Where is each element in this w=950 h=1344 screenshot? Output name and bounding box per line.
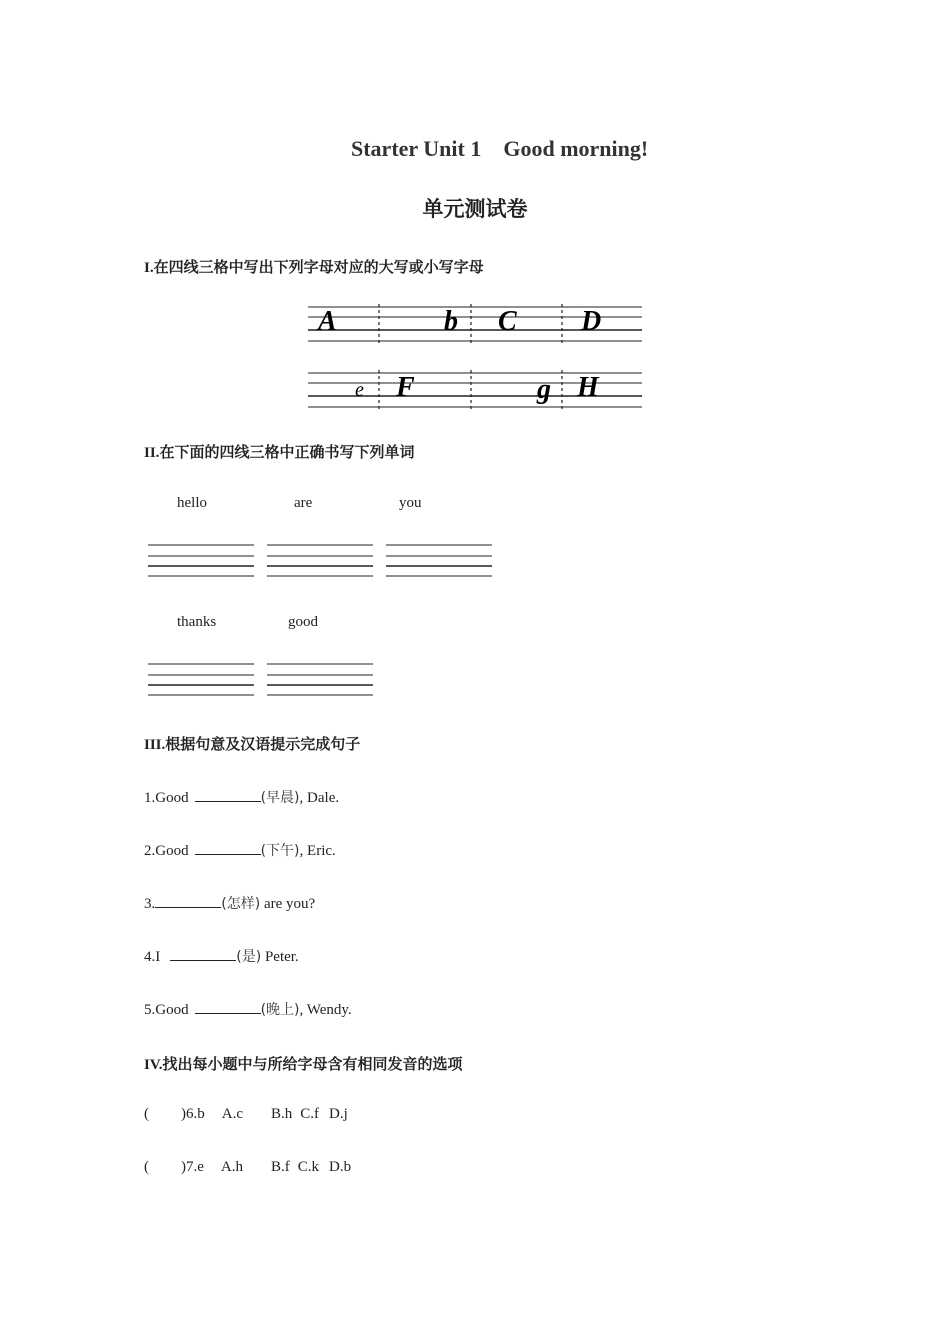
option-c: C.f <box>300 1106 320 1122</box>
option-c: C.k <box>297 1159 320 1175</box>
page-subtitle: 单元测试卷 <box>422 197 528 221</box>
sentence-4 <box>144 946 299 966</box>
section-3-heading <box>144 733 360 754</box>
option-d: D.j <box>329 1106 348 1122</box>
option-b: B.f <box>271 1159 290 1175</box>
section-2-heading <box>144 441 414 462</box>
sentence-prefix: 3. <box>144 896 156 912</box>
sentence-prefix: 5.Good <box>144 1002 189 1018</box>
section-2-number: II. <box>144 445 160 461</box>
answer-paren-open[interactable]: ( <box>144 1159 149 1175</box>
question-item: 7.e <box>186 1159 204 1175</box>
letter-A: A <box>318 306 337 337</box>
section-4-heading <box>144 1053 463 1074</box>
writing-grid-hello <box>148 542 254 580</box>
sentence-suffix: are you? <box>260 896 316 912</box>
sentence-prefix: 2.Good <box>144 843 189 859</box>
letter-C: C <box>498 306 517 337</box>
section-2-text: 在下面的四线三格中正确书写下列单词 <box>159 443 415 461</box>
section-1-text: 在四线三格中写出下列字母对应的大写或小写字母 <box>153 258 484 276</box>
unit-title: Starter Unit 1 <box>351 136 482 161</box>
option-d: D.b <box>329 1159 352 1175</box>
letter-grid-row-1 <box>308 304 644 344</box>
page-title <box>351 136 648 162</box>
section-4-number: IV. <box>144 1057 163 1073</box>
letter-H: H <box>577 372 599 403</box>
answer-blank[interactable] <box>155 895 221 908</box>
section-3-text: 根据句意及汉语提示完成句子 <box>165 735 361 753</box>
letter-F: F <box>396 372 415 403</box>
lesson-title: Good morning! <box>503 136 649 161</box>
sentence-suffix: , Eric. <box>299 843 336 859</box>
answer-paren-open[interactable]: ( <box>144 1106 149 1122</box>
chinese-hint: (早晨) <box>260 790 300 806</box>
option-a: A.c <box>221 1106 243 1122</box>
word-you: you <box>399 495 422 511</box>
answer-blank[interactable] <box>170 948 236 961</box>
section-1-number: I. <box>144 260 154 276</box>
letter-e: e <box>355 379 364 401</box>
letter-b: b <box>444 306 458 337</box>
sentence-suffix: Peter. <box>261 949 299 965</box>
option-a: A.h <box>220 1159 244 1175</box>
question-item: 6.b <box>186 1106 205 1122</box>
writing-grid-good <box>267 661 373 699</box>
word-good: good <box>288 614 318 630</box>
answer-blank[interactable] <box>195 842 261 855</box>
chinese-hint: (晚上) <box>260 1002 300 1018</box>
chinese-hint: (下午) <box>260 843 300 859</box>
writing-grid-are <box>267 542 373 580</box>
sentence-prefix: 4.I <box>144 949 161 965</box>
answer-paren-close: ) <box>181 1106 186 1122</box>
choice-question-7 <box>144 1159 351 1176</box>
answer-paren-close: ) <box>181 1159 186 1175</box>
letter-D: D <box>581 306 602 337</box>
sentence-2 <box>144 840 336 860</box>
word-hello: hello <box>177 495 207 511</box>
sentence-prefix: 1.Good <box>144 790 189 806</box>
writing-grid-thanks <box>148 661 254 699</box>
sentence-3 <box>144 893 315 913</box>
section-3-number: III. <box>144 737 166 753</box>
sentence-suffix: , Dale. <box>299 790 340 806</box>
sentence-5 <box>144 999 352 1019</box>
section-4-text: 找出每小题中与所给字母含有相同发音的选项 <box>162 1055 463 1073</box>
sentence-1 <box>144 787 339 807</box>
letter-g: g <box>537 374 551 405</box>
chinese-hint: (是) <box>236 949 262 965</box>
chinese-hint: (怎样) <box>221 896 261 912</box>
section-1-heading <box>144 256 484 277</box>
writing-grid-you <box>386 542 492 580</box>
answer-blank[interactable] <box>195 1001 261 1014</box>
word-are: are <box>294 495 313 511</box>
choice-question-6 <box>144 1106 348 1123</box>
letter-grid-row-2 <box>308 370 644 410</box>
sentence-suffix: , Wendy. <box>299 1002 352 1018</box>
word-thanks: thanks <box>177 614 217 630</box>
option-b: B.h <box>271 1106 293 1122</box>
answer-blank[interactable] <box>195 789 261 802</box>
